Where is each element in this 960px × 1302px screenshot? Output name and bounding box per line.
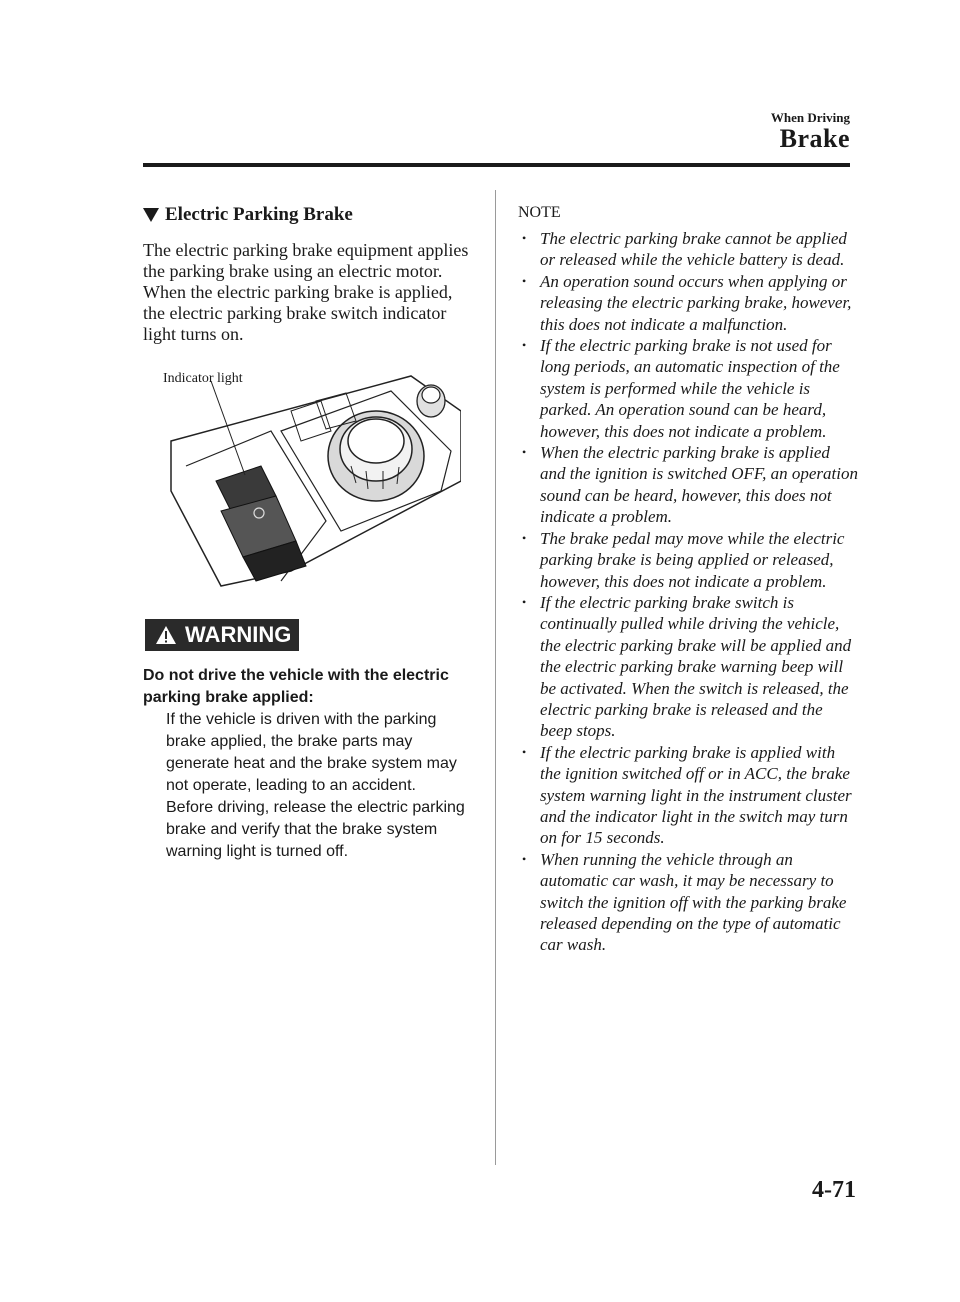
note-item <box>518 335 858 442</box>
bullet-icon: • <box>522 445 527 460</box>
bullet-icon: • <box>522 744 527 759</box>
note-item <box>518 528 858 592</box>
note-item <box>518 592 858 742</box>
triangle-marker-icon <box>143 208 159 222</box>
console-illustration <box>161 371 461 591</box>
intro-paragraph: The electric parking brake equipment applies the parking brake using an electric motor. When the electric parking brake is applied, the electric parking brake switch indicator light turns on. <box>143 240 469 344</box>
note-list <box>518 228 858 956</box>
note-item <box>518 271 858 335</box>
note-item <box>518 849 858 956</box>
note-item <box>518 228 858 271</box>
parking-brake-figure <box>161 371 461 591</box>
note-text: An operation sound occurs when applying or releasing the electric parking brake, however, this does not indicate a malfunction. <box>540 271 852 334</box>
left-column <box>143 204 478 863</box>
right-column <box>518 204 858 956</box>
bullet-icon: • <box>522 338 527 353</box>
bullet-icon: • <box>522 273 527 288</box>
bullet-icon: • <box>522 851 527 866</box>
bullet-icon: • <box>522 530 527 545</box>
header-rule <box>143 163 850 167</box>
warning-triangle-icon <box>155 625 177 645</box>
note-text: If the electric parking brake switch is continually pulled while driving the vehicle, the electric parking brake will be applied and the electric parking brake warning beep will be activated. When the switch is released, the electric parking brake is released and the beep stops. <box>540 592 852 741</box>
section-heading <box>143 204 478 226</box>
column-divider <box>495 190 496 1165</box>
warning-label: WARNING <box>185 622 292 647</box>
note-text: The electric parking brake cannot be applied or released while the vehicle battery is dead. <box>540 229 847 270</box>
warning-badge <box>145 619 299 651</box>
note-item <box>518 442 858 528</box>
note-text: The brake pedal may move while the electric parking brake is being applied or released, however, this does not indicate a problem. <box>540 528 845 591</box>
bullet-icon: • <box>522 231 527 245</box>
note-text: If the electric parking brake is applied with the ignition switched off or in ACC, the brake system warning light in the instrument cluster and the indicator light in the switch may turn on for 15 seconds. <box>540 742 852 848</box>
note-text: When running the vehicle through an automatic car wash, it may be necessary to switch the ignition off with the parking brake released depending on the type of automatic car wash. <box>540 849 847 955</box>
page-title: Brake <box>779 124 850 153</box>
note-text: If the electric parking brake is not used for long periods, an automatic inspection of the system is performed while the vehicle is parked. An operation sound can be heard, however, this does not indicate a problem. <box>540 336 840 441</box>
bullet-icon: • <box>522 594 527 609</box>
note-text: When the electric parking brake is applied and the ignition is switched OFF, an operation sound can be heard, however, this does not indicate a problem. <box>540 443 858 527</box>
warning-body-2: Before driving, release the electric parking brake and verify that the brake system warning light is turned off. <box>166 799 465 860</box>
warning-body-1: If the vehicle is driven with the parking brake applied, the brake parts may generate heat and the brake system may not operate, leading to an accident. <box>166 711 457 794</box>
warning-heading: Do not drive the vehicle with the electric parking brake applied: <box>143 667 449 706</box>
indicator-light-label: Indicator light <box>163 371 243 386</box>
page-number: 4-71 <box>812 1177 856 1203</box>
section-heading-text: Electric Parking Brake <box>165 204 353 225</box>
header-section-label: When Driving <box>770 110 850 125</box>
note-title: NOTE <box>518 204 561 221</box>
note-item <box>518 742 858 849</box>
